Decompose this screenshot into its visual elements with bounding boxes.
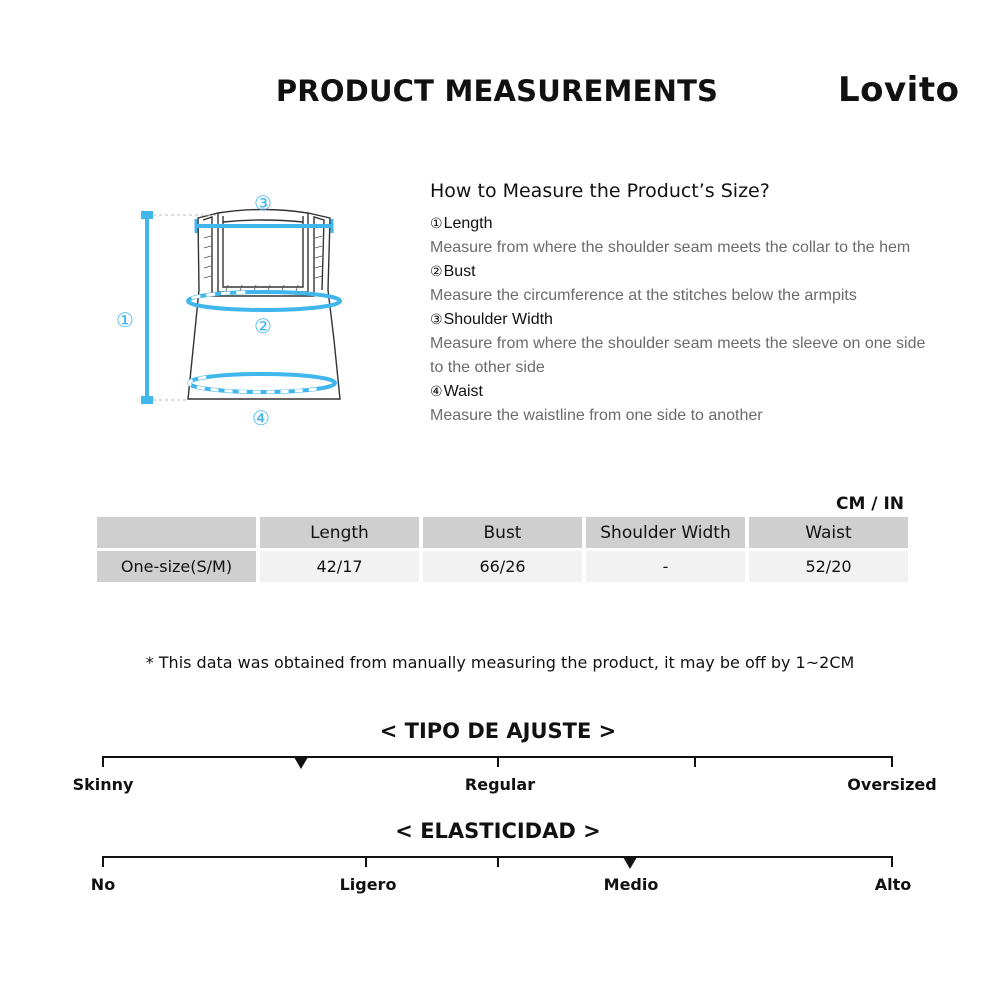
measure-instructions [430, 180, 970, 428]
elasticity-tick [365, 856, 367, 867]
table-header-cell [97, 517, 256, 548]
page-title: PRODUCT MEASUREMENTS [275, 74, 719, 108]
table-row [97, 551, 908, 582]
instruction-desc: Measure from where the shoulder seam meets the collar to the hem [430, 239, 911, 256]
fit-label-skinny: Skinny [72, 775, 134, 794]
marker-length: ① [116, 308, 134, 332]
fit-tick [694, 756, 696, 767]
elasticity-indicator-marker [623, 857, 637, 869]
marker-shoulder: ③ [254, 191, 272, 215]
table-row-header: One-size(S/M) [97, 551, 256, 582]
instruction-name: Bust [443, 263, 476, 280]
brand-logo: Lovito [838, 70, 960, 110]
instruction-shoulder-width [430, 308, 970, 380]
elasticity-label-ligero: Ligero [339, 875, 397, 894]
elasticity-scale-title: < ELASTICIDAD > [395, 819, 601, 843]
instruction-name: Shoulder Width [443, 311, 553, 328]
instruction-bust [430, 260, 970, 308]
instructions-title: How to Measure the Product’s Size? [430, 180, 770, 202]
instruction-number: ① [430, 216, 443, 232]
measurement-note: * This data was obtained from manually measuring the product, it may be off by 1~2CM [145, 653, 855, 672]
fit-tick [891, 756, 893, 767]
instruction-desc: Measure the waistline from one side to another [430, 407, 763, 424]
fit-label-oversized: Oversized [847, 775, 937, 794]
fit-tick [497, 756, 499, 767]
instruction-number: ② [430, 264, 443, 280]
table-cell: 66/26 [423, 551, 582, 582]
marker-waist: ④ [252, 406, 270, 430]
elasticity-tick [891, 856, 893, 867]
elasticity-label-medio: Medio [603, 875, 659, 894]
fit-label-regular: Regular [464, 775, 536, 794]
unit-label: CM / IN [836, 494, 904, 514]
fit-scale-title: < TIPO DE AJUSTE > [379, 719, 617, 743]
instruction-length [430, 212, 970, 260]
elasticity-label-no: No [90, 875, 116, 894]
instruction-desc: Measure the circumference at the stitches below the armpits [430, 287, 857, 304]
elasticity-tick [102, 856, 104, 867]
table-header-cell: Length [260, 517, 419, 548]
instruction-name: Length [443, 215, 493, 232]
table-cell: 42/17 [260, 551, 419, 582]
table-header-row [97, 517, 908, 548]
measurement-diagram [100, 180, 360, 440]
instruction-name: Waist [443, 383, 483, 400]
marker-bust: ② [254, 314, 272, 338]
instruction-number: ④ [430, 384, 443, 400]
elasticity-label-alto: Alto [874, 875, 912, 894]
table-cell: 52/20 [749, 551, 908, 582]
table-cell: - [586, 551, 745, 582]
instruction-waist [430, 380, 970, 428]
elasticity-tick [497, 856, 499, 867]
instruction-number: ③ [430, 312, 443, 328]
fit-tick [102, 756, 104, 767]
fit-indicator-marker [294, 757, 308, 769]
tank-top-illustration [100, 180, 360, 440]
size-table [93, 514, 912, 585]
instruction-desc: Measure from where the shoulder seam meets the sleeve on one side to the other side [430, 335, 926, 376]
table-header-cell: Waist [749, 517, 908, 548]
table-header-cell: Shoulder Width [586, 517, 745, 548]
table-header-cell: Bust [423, 517, 582, 548]
